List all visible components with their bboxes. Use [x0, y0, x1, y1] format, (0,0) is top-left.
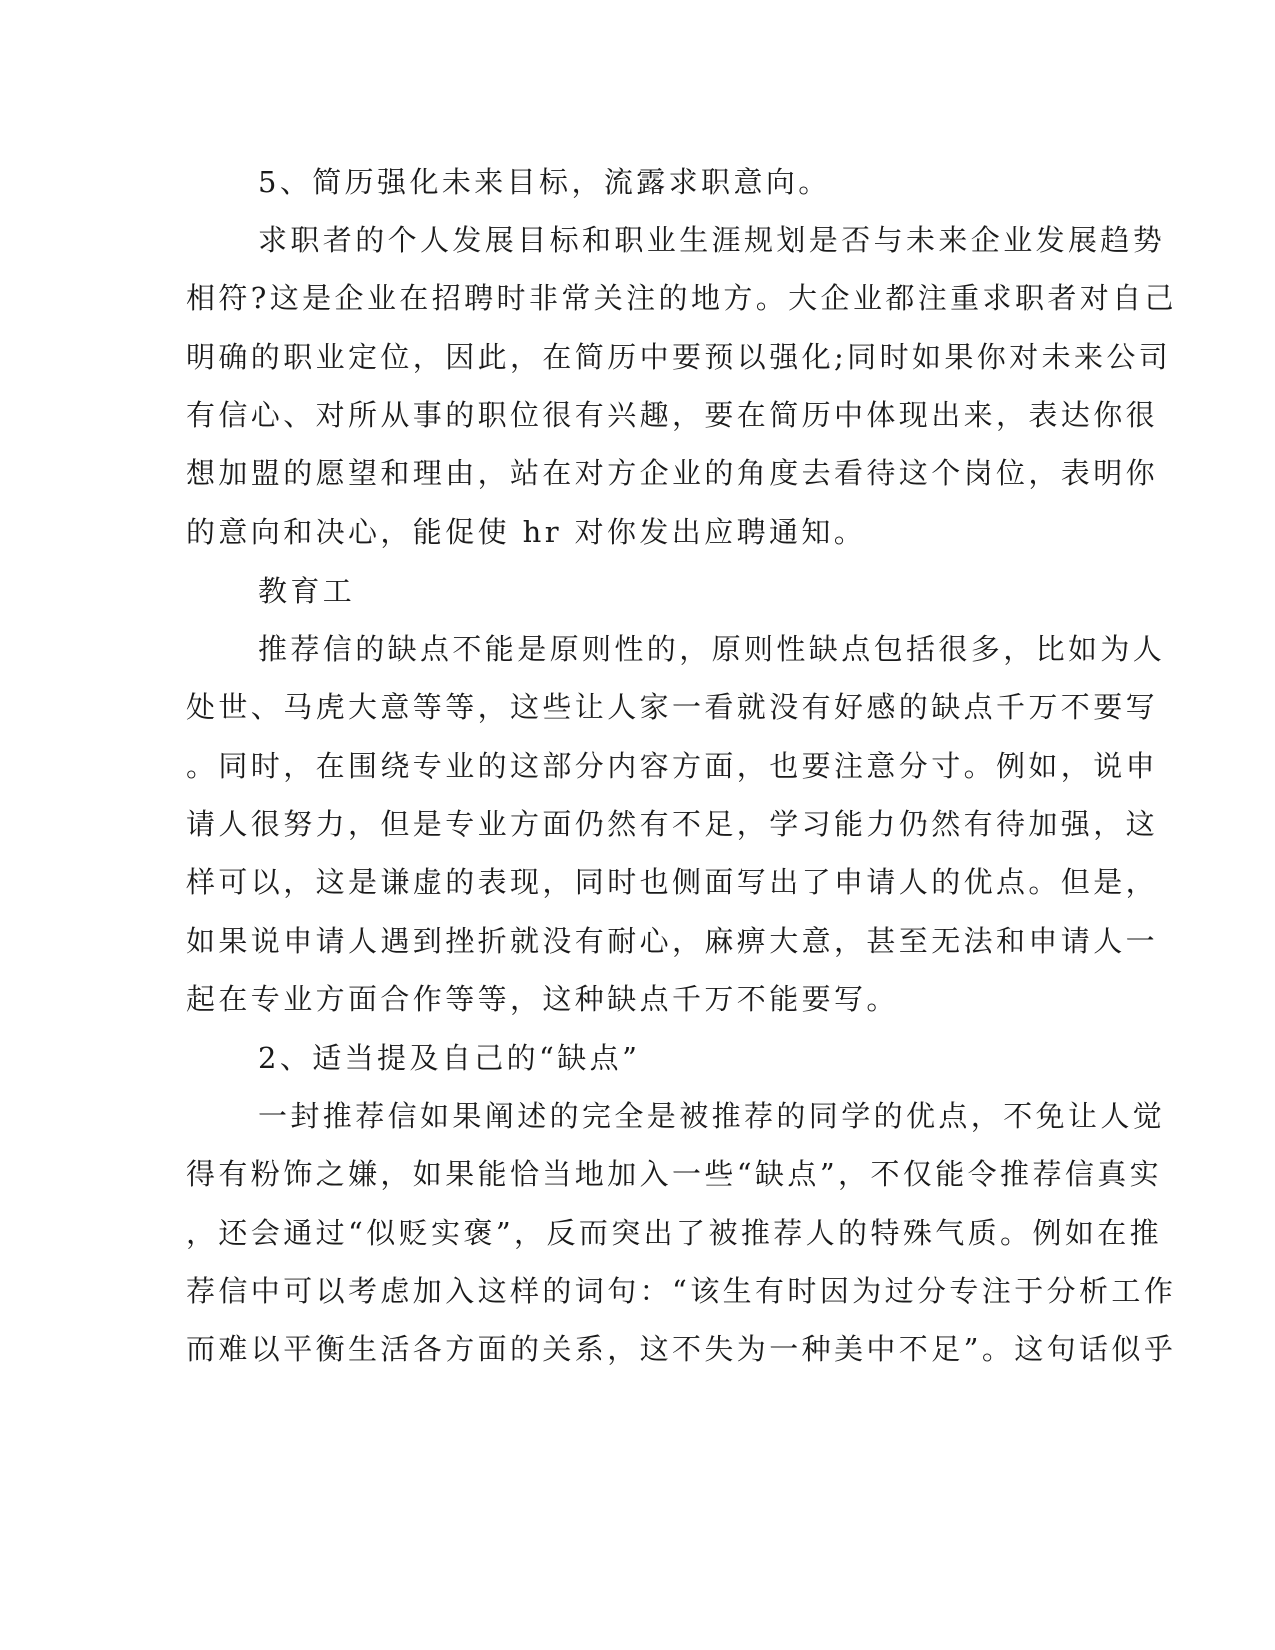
paragraph-line: 有信心、对所从事的职位很有兴趣，要在简历中体现出来，表达你很 [186, 398, 1159, 432]
paragraph-line: 推荐信的缺点不能是原则性的，原则性缺点包括很多，比如为人 [258, 632, 1166, 666]
section-heading-2: 2、适当提及自己的“缺点” [258, 1041, 641, 1075]
short-heading: 教育工 [258, 574, 356, 608]
paragraph-line: 。同时，在围绕专业的这部分内容方面，也要注意分寸。例如，说申 [186, 749, 1159, 783]
paragraph-line: 明确的职业定位，因此，在简历中要预以强化;同时如果你对未来公司 [186, 340, 1172, 374]
paragraph-line: 一封推荐信如果阐述的完全是被推荐的同学的优点，不免让人觉 [258, 1099, 1166, 1133]
paragraph-line: 起在专业方面合作等等，这种缺点千万不能要写。 [186, 982, 899, 1016]
paragraph-line: 而难以平衡生活各方面的关系，这不失为一种美中不足”。这句话似乎 [186, 1332, 1177, 1366]
paragraph-line: 相符?这是企业在招聘时非常关注的地方。大企业都注重求职者对自己 [186, 281, 1177, 315]
paragraph-line: 请人很努力，但是专业方面仍然有不足，学习能力仍然有待加强，这 [186, 807, 1159, 841]
paragraph-line: 求职者的个人发展目标和职业生涯规划是否与未来企业发展趋势 [258, 223, 1166, 257]
paragraph-line: 得有粉饰之嫌，如果能恰当地加入一些“缺点”，不仅能令推荐信真实 [186, 1157, 1163, 1191]
section-heading-5: 5、简历强化未来目标，流露求职意向。 [258, 165, 831, 199]
paragraph-line: ，还会通过“似贬实褒”，反而突出了被推荐人的特殊气质。例如在推 [186, 1216, 1163, 1250]
paragraph-line: 想加盟的愿望和理由，站在对方企业的角度去看待这个岗位，表明你 [186, 456, 1159, 490]
paragraph-line: 的意向和决心，能促使 hr 对你发出应聘通知。 [186, 515, 867, 549]
paragraph-line: 如果说申请人遇到挫折就没有耐心，麻痹大意，甚至无法和申请人一 [186, 924, 1159, 958]
paragraph-line: 荐信中可以考虑加入这样的词句：“该生有时因为过分专注于分析工作 [186, 1274, 1177, 1308]
paragraph-line: 样可以，这是谦虚的表现，同时也侧面写出了申请人的优点。但是， [186, 865, 1159, 899]
paragraph-line: 处世、马虎大意等等，这些让人家一看就没有好感的缺点千万不要写 [186, 690, 1159, 724]
